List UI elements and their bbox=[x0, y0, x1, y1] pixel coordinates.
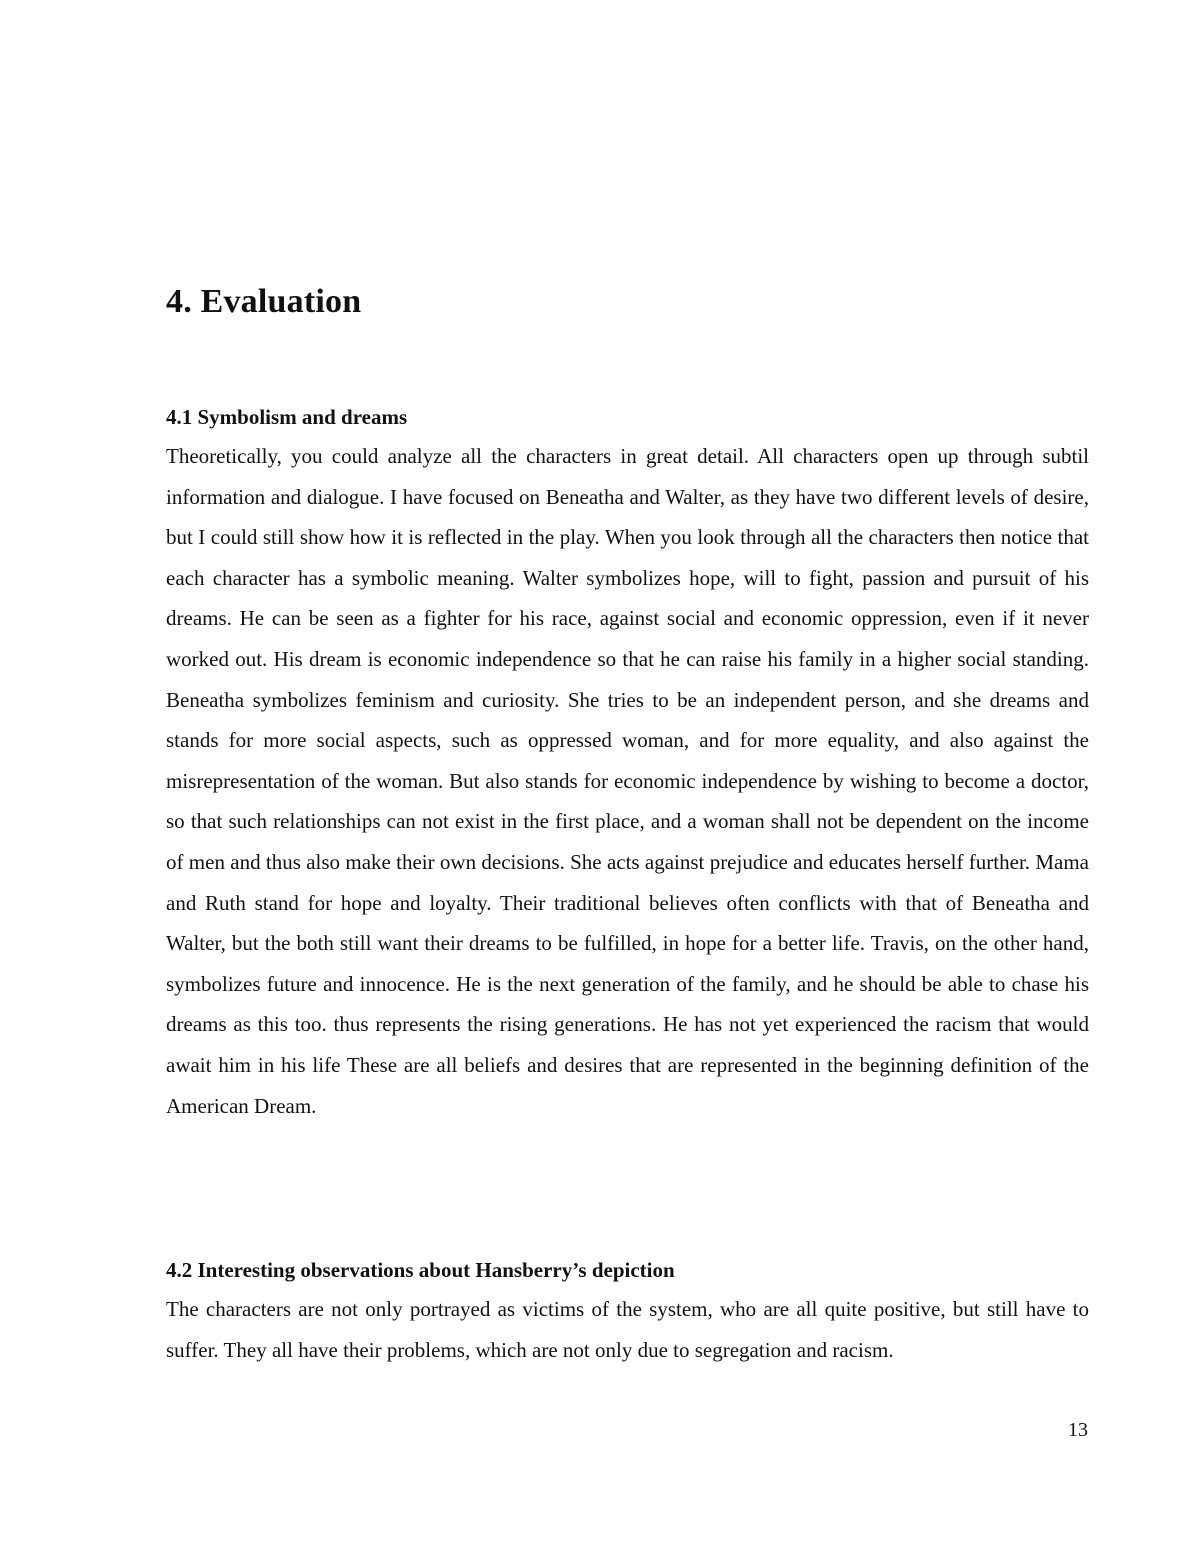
section-body-paragraph: Theoretically, you could analyze all the characters in great detail. All characters open up through subtil information and dialogue. I have focused on Beneatha and Walter, as they have two different levels of desire, but I could still show how it is reflected in the play. When you look through all the characters then notice that each character has a symbolic meaning. Walter symbolizes hope, will to fight, passion and pursuit of his dreams. He can be seen as a fighter for his race, against social and economic oppression, even if it never worked out. His dream is economic independence so that he can raise his family in a higher social standing. Beneatha symbolizes feminism and curiosity. She tries to be an independent person, and she dreams and stands for more social aspects, such as oppressed woman, and for more equality, and also against the misrepresentation of the woman. But also stands for economic independence by wishing to become a doctor, so that such relationships can not exist in the first place, and a woman shall not be dependent on the income of men and thus also make their own decisions. She acts against prejudice and educates herself further. Mama and Ruth stand for hope and loyalty. Their traditional believes often conflicts with that of Beneatha and Walter, but the both still want their dreams to be fulfilled, in hope for a better life. Travis, on the other hand, symbolizes future and innocence. He is the next generation of the family, and he should be able to chase his dreams as this too. thus represents the rising generations. He has not yet experienced the racism that would await him in his life These are all beliefs and desires that are represented in the beginning definition of the American Dream. bbox=[166, 444, 1089, 1118]
chapter-title: 4. Evaluation bbox=[166, 283, 362, 320]
section-hansberry-depiction bbox=[166, 1251, 1089, 1370]
page-number: 13 bbox=[1068, 1419, 1088, 1441]
section-body-paragraph: The characters are not only portrayed as victims of the system, who are all quite positive, but still have to suffer. They all have their problems, which are not only due to segregation and racism. bbox=[166, 1297, 1089, 1362]
section-heading: 4.1 Symbolism and dreams bbox=[166, 405, 408, 429]
section-symbolism-and-dreams bbox=[166, 398, 1089, 1126]
section-heading: 4.2 Interesting observations about Hansberry’s depiction bbox=[166, 1258, 675, 1282]
